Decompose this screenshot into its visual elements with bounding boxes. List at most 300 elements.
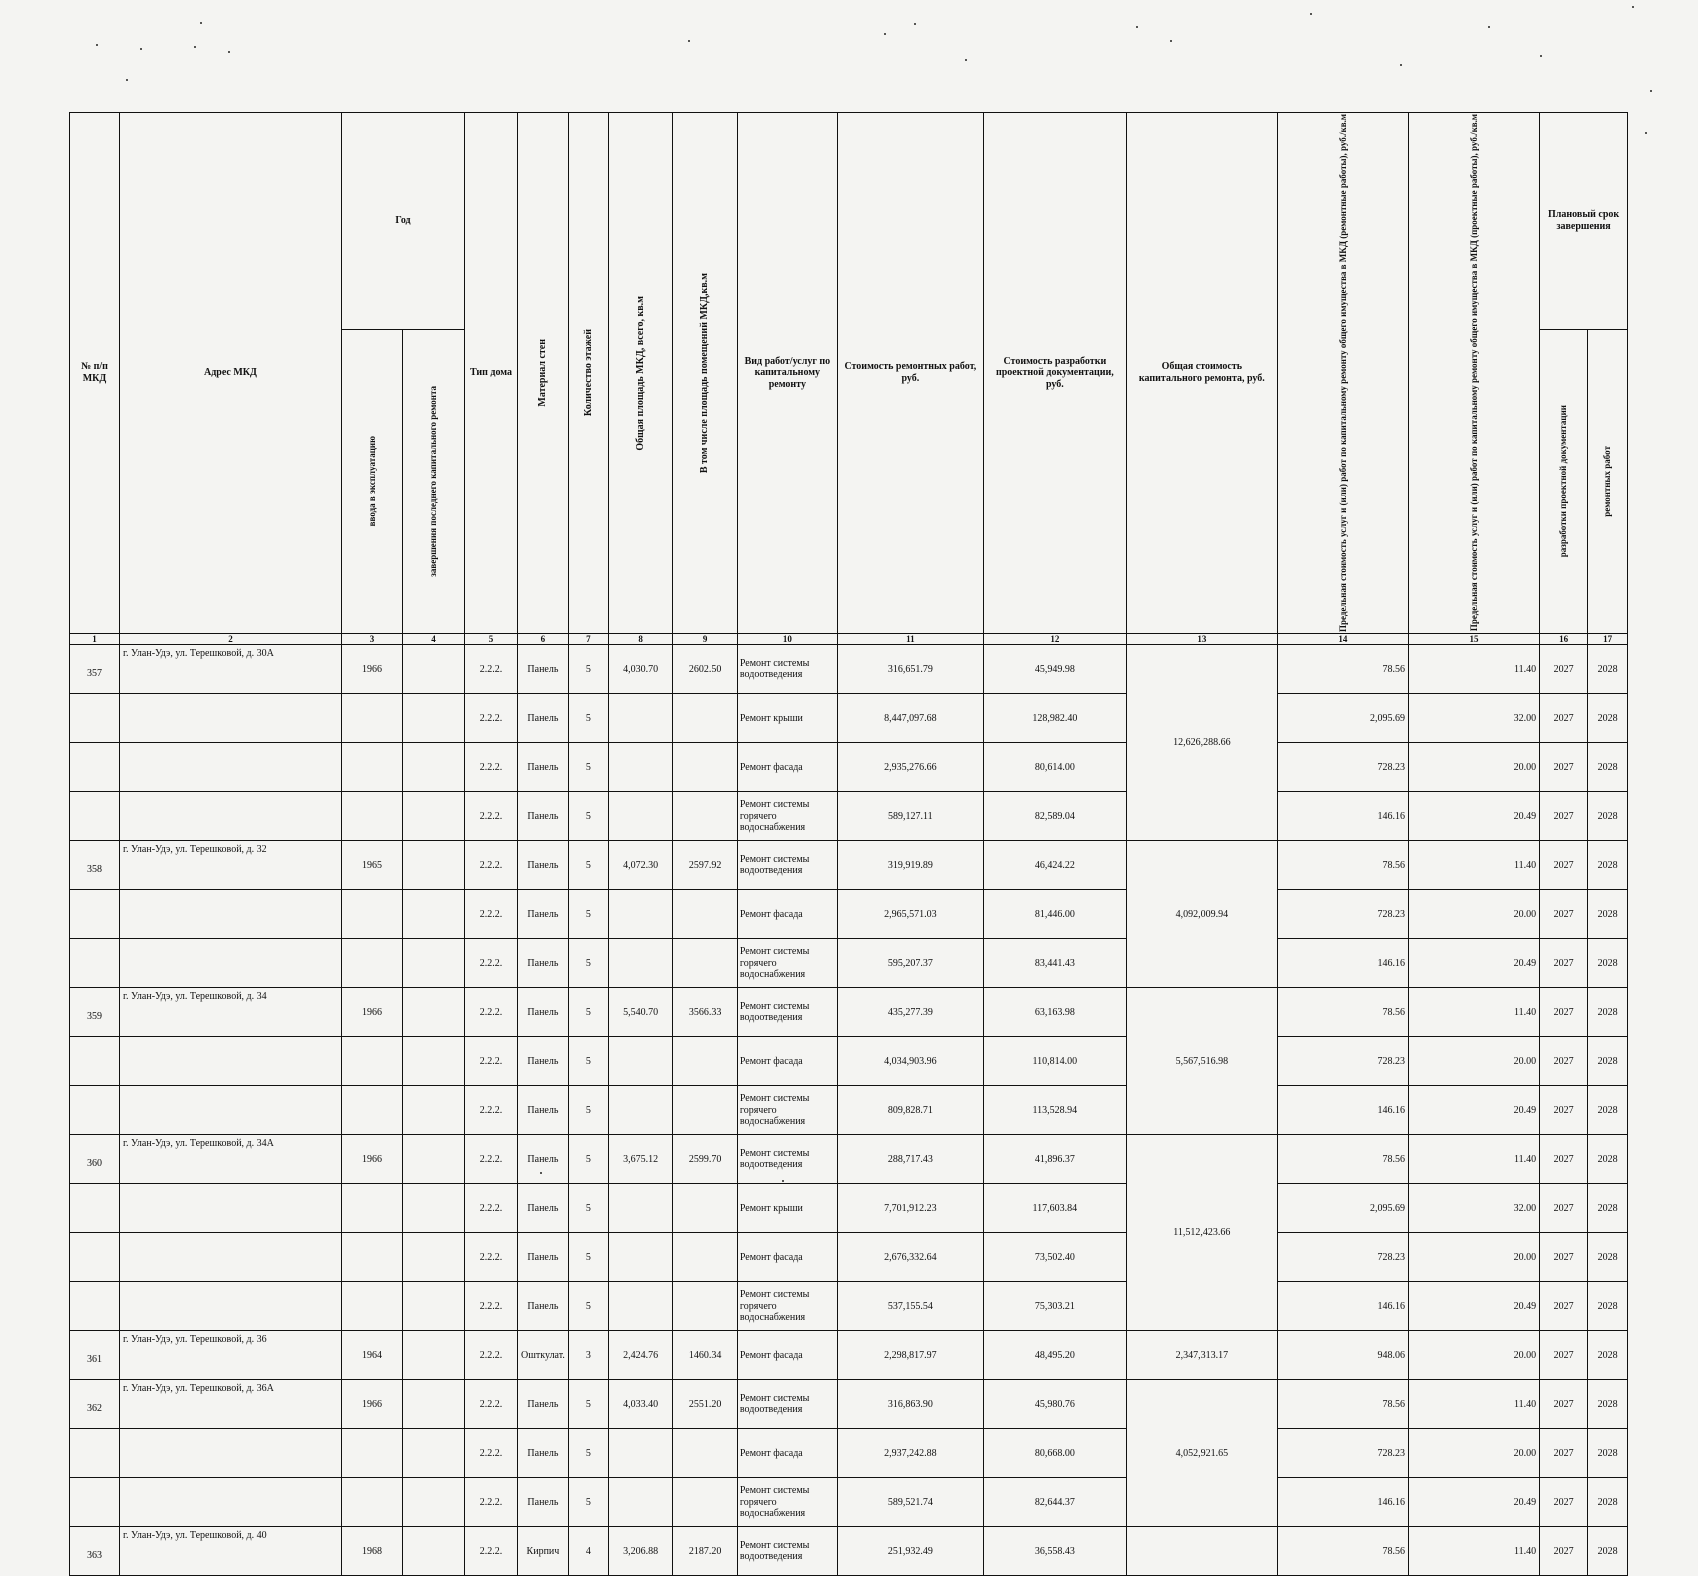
capital-repair-table-sheet	[69, 112, 1628, 1576]
limit-repair-cell: 728.23	[1277, 1233, 1408, 1282]
house-type-cell: 2.2.2.	[465, 1527, 518, 1576]
repair-cost-cell: 589,127.11	[837, 792, 983, 841]
design-cost-cell: 46,424.22	[983, 841, 1126, 890]
total-area-cell	[608, 1429, 673, 1478]
limit-design-cell: 20.49	[1408, 1282, 1539, 1331]
design-cost-cell: 36,558.43	[983, 1527, 1126, 1576]
design-cost-cell: 80,668.00	[983, 1429, 1126, 1478]
work-type-cell: Ремонт системы горячего водоснабжения	[737, 1282, 837, 1331]
design-cost-cell: 83,441.43	[983, 939, 1126, 988]
repair-cost-cell: 809,828.71	[837, 1086, 983, 1135]
work-type-cell: Ремонт фасада	[737, 1037, 837, 1086]
work-type-cell: Ремонт системы водоотведения	[737, 1135, 837, 1184]
repair-cost-cell: 2,935,276.66	[837, 743, 983, 792]
design-cost-cell: 117,603.84	[983, 1184, 1126, 1233]
year-commission-cell: 1966	[342, 988, 403, 1037]
year-commission-cell	[342, 1233, 403, 1282]
house-number-cell: 362	[70, 1380, 120, 1429]
house-number-cell	[70, 939, 120, 988]
limit-design-cell: 32.00	[1408, 694, 1539, 743]
year-commission-cell	[342, 1282, 403, 1331]
table-row	[70, 841, 1628, 890]
column-number-row	[70, 633, 1628, 644]
limit-repair-cell: 2,095.69	[1277, 1184, 1408, 1233]
house-type-cell: 2.2.2.	[465, 1135, 518, 1184]
house-type-cell: 2.2.2.	[465, 1429, 518, 1478]
year-commission-cell	[342, 1478, 403, 1527]
address-cell	[120, 1282, 342, 1331]
design-cost-cell: 45,949.98	[983, 645, 1126, 694]
address-cell	[120, 1184, 342, 1233]
year-last-repair-cell	[403, 1037, 465, 1086]
column-number: 13	[1126, 633, 1277, 644]
header-limit-design: Предельная стоимость услуг и (или) работ по капитальному ремонту общего имущества в МКД (проектные работы), руб./кв.м	[1468, 114, 1479, 632]
address-cell: г. Улан-Удэ, ул. Терешковой, д. 34	[120, 988, 342, 1037]
total-area-cell	[608, 1282, 673, 1331]
limit-repair-cell: 728.23	[1277, 1037, 1408, 1086]
residential-area-cell: 2187.20	[673, 1527, 738, 1576]
year-commission-cell	[342, 1429, 403, 1478]
table-row	[70, 1429, 1628, 1478]
year-last-repair-cell	[403, 841, 465, 890]
table-row	[70, 1184, 1628, 1233]
year-last-repair-cell	[403, 1184, 465, 1233]
header-residential-area: В том числе площадь помещений МКД,кв.м	[699, 272, 711, 474]
total-area-cell	[608, 694, 673, 743]
floors-cell: 5	[568, 890, 608, 939]
capital-repair-table	[69, 112, 1628, 1576]
design-cost-cell: 41,896.37	[983, 1135, 1126, 1184]
house-number-cell	[70, 743, 120, 792]
repair-cost-cell: 4,034,903.96	[837, 1037, 983, 1086]
year-commission-cell: 1966	[342, 1135, 403, 1184]
deadline-repair-cell: 2028	[1588, 1527, 1628, 1576]
design-cost-cell: 45,980.76	[983, 1380, 1126, 1429]
residential-area-cell	[673, 1478, 738, 1527]
year-last-repair-cell	[403, 1478, 465, 1527]
deadline-repair-cell: 2028	[1588, 841, 1628, 890]
table-row	[70, 792, 1628, 841]
table-row	[70, 1086, 1628, 1135]
year-last-repair-cell	[403, 743, 465, 792]
limit-repair-cell: 2,095.69	[1277, 694, 1408, 743]
house-type-cell: 2.2.2.	[465, 890, 518, 939]
wall-material-cell: Панель	[518, 1282, 569, 1331]
residential-area-cell	[673, 1429, 738, 1478]
deadline-design-cell: 2027	[1540, 890, 1588, 939]
wall-material-cell: Панель	[518, 939, 569, 988]
deadline-design-cell: 2027	[1540, 1380, 1588, 1429]
limit-design-cell: 20.00	[1408, 743, 1539, 792]
residential-area-cell	[673, 1282, 738, 1331]
column-number: 5	[465, 633, 518, 644]
year-commission-cell	[342, 792, 403, 841]
house-type-cell: 2.2.2.	[465, 1478, 518, 1527]
deadline-repair-cell: 2028	[1588, 890, 1628, 939]
repair-cost-cell: 435,277.39	[837, 988, 983, 1037]
header-floors: Количество этажей	[582, 329, 594, 417]
year-last-repair-cell	[403, 939, 465, 988]
limit-design-cell: 11.40	[1408, 1380, 1539, 1429]
limit-repair-cell: 78.56	[1277, 1527, 1408, 1576]
house-number-cell: 363	[70, 1527, 120, 1576]
wall-material-cell: Панель	[518, 1478, 569, 1527]
deadline-repair-cell: 2028	[1588, 1037, 1628, 1086]
limit-design-cell: 11.40	[1408, 645, 1539, 694]
column-number: 8	[608, 633, 673, 644]
limit-design-cell: 20.49	[1408, 1086, 1539, 1135]
deadline-design-cell: 2027	[1540, 645, 1588, 694]
deadline-design-cell: 2027	[1540, 1086, 1588, 1135]
limit-repair-cell: 78.56	[1277, 1380, 1408, 1429]
limit-design-cell: 11.40	[1408, 1135, 1539, 1184]
limit-design-cell: 20.00	[1408, 1331, 1539, 1380]
year-last-repair-cell	[403, 645, 465, 694]
header-limit-repair: Предельная стоимость услуг и (или) работ по капитальному ремонту общего имущества в МКД (ремонтные работы), руб./кв.м	[1337, 114, 1348, 632]
address-cell: г. Улан-Удэ, ул. Терешковой, д. 36А	[120, 1380, 342, 1429]
repair-cost-cell: 537,155.54	[837, 1282, 983, 1331]
residential-area-cell	[673, 743, 738, 792]
deadline-repair-cell: 2028	[1588, 1331, 1628, 1380]
total-cost-cell: 11,512,423.66	[1126, 1135, 1277, 1331]
header-work-type: Вид работ/услуг по капитальному ремонту	[737, 113, 837, 634]
house-type-cell: 2.2.2.	[465, 1037, 518, 1086]
repair-cost-cell: 7,701,912.23	[837, 1184, 983, 1233]
work-type-cell: Ремонт системы горячего водоснабжения	[737, 792, 837, 841]
limit-repair-cell: 728.23	[1277, 890, 1408, 939]
limit-repair-cell: 78.56	[1277, 1135, 1408, 1184]
column-number: 10	[737, 633, 837, 644]
work-type-cell: Ремонт системы горячего водоснабжения	[737, 1478, 837, 1527]
wall-material-cell: Панель	[518, 1184, 569, 1233]
year-commission-cell	[342, 890, 403, 939]
deadline-repair-cell: 2028	[1588, 792, 1628, 841]
year-commission-cell: 1965	[342, 841, 403, 890]
floors-cell: 5	[568, 1184, 608, 1233]
deadline-repair-cell: 2028	[1588, 939, 1628, 988]
house-type-cell: 2.2.2.	[465, 1331, 518, 1380]
deadline-repair-cell: 2028	[1588, 1086, 1628, 1135]
wall-material-cell: Панель	[518, 988, 569, 1037]
floors-cell: 5	[568, 939, 608, 988]
deadline-repair-cell: 2028	[1588, 694, 1628, 743]
column-number: 17	[1588, 633, 1628, 644]
column-number: 11	[837, 633, 983, 644]
house-number-cell	[70, 1429, 120, 1478]
work-type-cell: Ремонт системы водоотведения	[737, 988, 837, 1037]
deadline-design-cell: 2027	[1540, 1331, 1588, 1380]
limit-design-cell: 11.40	[1408, 841, 1539, 890]
repair-cost-cell: 288,717.43	[837, 1135, 983, 1184]
table-row	[70, 1478, 1628, 1527]
house-number-cell	[70, 1037, 120, 1086]
address-cell: г. Улан-Удэ, ул. Терешковой, д. 40	[120, 1527, 342, 1576]
total-area-cell	[608, 939, 673, 988]
deadline-design-cell: 2027	[1540, 1135, 1588, 1184]
floors-cell: 5	[568, 792, 608, 841]
address-cell	[120, 890, 342, 939]
deadline-repair-cell: 2028	[1588, 743, 1628, 792]
column-number: 1	[70, 633, 120, 644]
deadline-design-cell: 2027	[1540, 1527, 1588, 1576]
header-total-cost: Общая стоимость капитального ремонта, руб.	[1126, 113, 1277, 634]
total-area-cell: 4,033.40	[608, 1380, 673, 1429]
total-area-cell: 2,424.76	[608, 1331, 673, 1380]
total-area-cell	[608, 743, 673, 792]
total-area-cell	[608, 1184, 673, 1233]
table-header	[70, 113, 1628, 645]
house-number-cell	[70, 1233, 120, 1282]
house-type-cell: 2.2.2.	[465, 1184, 518, 1233]
total-area-cell: 3,206.88	[608, 1527, 673, 1576]
year-last-repair-cell	[403, 694, 465, 743]
house-number-cell	[70, 1086, 120, 1135]
residential-area-cell	[673, 939, 738, 988]
residential-area-cell	[673, 1037, 738, 1086]
wall-material-cell: Кирпич	[518, 1527, 569, 1576]
design-cost-cell: 75,303.21	[983, 1282, 1126, 1331]
work-type-cell: Ремонт фасада	[737, 1429, 837, 1478]
total-area-cell	[608, 1233, 673, 1282]
wall-material-cell: Панель	[518, 1233, 569, 1282]
deadline-design-cell: 2027	[1540, 1429, 1588, 1478]
header-deadline-repair: ремонтных работ	[1602, 445, 1613, 517]
limit-repair-cell: 78.56	[1277, 988, 1408, 1037]
address-cell	[120, 1086, 342, 1135]
total-cost-cell: 5,567,516.98	[1126, 988, 1277, 1135]
year-last-repair-cell	[403, 1086, 465, 1135]
year-last-repair-cell	[403, 1429, 465, 1478]
limit-repair-cell: 728.23	[1277, 1429, 1408, 1478]
wall-material-cell: Панель	[518, 1135, 569, 1184]
header-year-last-repair: завершения последнего капитального ремонта	[428, 385, 439, 577]
repair-cost-cell: 251,932.49	[837, 1527, 983, 1576]
house-number-cell: 361	[70, 1331, 120, 1380]
design-cost-cell: 80,614.00	[983, 743, 1126, 792]
floors-cell: 5	[568, 743, 608, 792]
deadline-repair-cell: 2028	[1588, 1135, 1628, 1184]
deadline-design-cell: 2027	[1540, 1184, 1588, 1233]
table-row	[70, 890, 1628, 939]
year-commission-cell	[342, 743, 403, 792]
table-row	[70, 1380, 1628, 1429]
deadline-repair-cell: 2028	[1588, 1184, 1628, 1233]
year-last-repair-cell	[403, 792, 465, 841]
residential-area-cell: 2551.20	[673, 1380, 738, 1429]
deadline-design-cell: 2027	[1540, 1037, 1588, 1086]
house-number-cell: 357	[70, 645, 120, 694]
limit-design-cell: 20.00	[1408, 1037, 1539, 1086]
year-commission-cell	[342, 1086, 403, 1135]
house-number-cell	[70, 694, 120, 743]
address-cell	[120, 1429, 342, 1478]
deadline-repair-cell: 2028	[1588, 1380, 1628, 1429]
limit-design-cell: 20.00	[1408, 890, 1539, 939]
limit-repair-cell: 146.16	[1277, 939, 1408, 988]
header-year: Год	[342, 113, 465, 330]
header-year-commission: ввода в эксплуатацию	[366, 436, 377, 527]
floors-cell: 5	[568, 1233, 608, 1282]
total-area-cell	[608, 1037, 673, 1086]
floors-cell: 5	[568, 1478, 608, 1527]
residential-area-cell	[673, 890, 738, 939]
work-type-cell: Ремонт системы водоотведения	[737, 1527, 837, 1576]
year-commission-cell: 1968	[342, 1527, 403, 1576]
design-cost-cell: 110,814.00	[983, 1037, 1126, 1086]
column-number: 3	[342, 633, 403, 644]
header-wall-material: Материал стен	[537, 339, 549, 407]
address-cell	[120, 1233, 342, 1282]
wall-material-cell: Панель	[518, 1037, 569, 1086]
address-cell	[120, 1037, 342, 1086]
wall-material-cell: Панель	[518, 1429, 569, 1478]
address-cell: г. Улан-Удэ, ул. Терешковой, д. 36	[120, 1331, 342, 1380]
house-type-cell: 2.2.2.	[465, 1086, 518, 1135]
table-row	[70, 1233, 1628, 1282]
residential-area-cell: 2597.92	[673, 841, 738, 890]
limit-repair-cell: 146.16	[1277, 1086, 1408, 1135]
total-area-cell	[608, 1086, 673, 1135]
residential-area-cell	[673, 792, 738, 841]
work-type-cell: Ремонт системы горячего водоснабжения	[737, 939, 837, 988]
repair-cost-cell: 2,298,817.97	[837, 1331, 983, 1380]
deadline-repair-cell: 2028	[1588, 988, 1628, 1037]
house-type-cell: 2.2.2.	[465, 792, 518, 841]
address-cell	[120, 792, 342, 841]
wall-material-cell: Панель	[518, 792, 569, 841]
address-cell	[120, 694, 342, 743]
floors-cell: 5	[568, 1429, 608, 1478]
house-type-cell: 2.2.2.	[465, 1282, 518, 1331]
repair-cost-cell: 316,863.90	[837, 1380, 983, 1429]
total-cost-cell: 4,092,009.94	[1126, 841, 1277, 988]
deadline-design-cell: 2027	[1540, 988, 1588, 1037]
header-design-cost: Стоимость разработки проектной документации, руб.	[983, 113, 1126, 634]
limit-repair-cell: 146.16	[1277, 1478, 1408, 1527]
column-number: 12	[983, 633, 1126, 644]
deadline-design-cell: 2027	[1540, 1478, 1588, 1527]
column-number: 15	[1408, 633, 1539, 644]
year-last-repair-cell	[403, 890, 465, 939]
year-commission-cell: 1966	[342, 1380, 403, 1429]
header-deadline-design: разработки проектной документации	[1558, 405, 1569, 558]
residential-area-cell	[673, 694, 738, 743]
address-cell: г. Улан-Удэ, ул. Терешковой, д. 30А	[120, 645, 342, 694]
year-last-repair-cell	[403, 1380, 465, 1429]
deadline-design-cell: 2027	[1540, 841, 1588, 890]
limit-design-cell: 20.00	[1408, 1429, 1539, 1478]
total-area-cell: 5,540.70	[608, 988, 673, 1037]
year-commission-cell	[342, 1184, 403, 1233]
floors-cell: 5	[568, 1037, 608, 1086]
wall-material-cell: Панель	[518, 1380, 569, 1429]
wall-material-cell: Панель	[518, 841, 569, 890]
total-cost-cell: 4,052,921.65	[1126, 1380, 1277, 1527]
table-body	[70, 645, 1628, 1576]
table-row	[70, 988, 1628, 1037]
repair-cost-cell: 589,521.74	[837, 1478, 983, 1527]
deadline-design-cell: 2027	[1540, 939, 1588, 988]
table-row	[70, 939, 1628, 988]
design-cost-cell: 63,163.98	[983, 988, 1126, 1037]
limit-design-cell: 20.49	[1408, 939, 1539, 988]
repair-cost-cell: 316,651.79	[837, 645, 983, 694]
limit-design-cell: 20.49	[1408, 792, 1539, 841]
house-number-cell: 358	[70, 841, 120, 890]
house-type-cell: 2.2.2.	[465, 694, 518, 743]
floors-cell: 4	[568, 1527, 608, 1576]
work-type-cell: Ремонт системы водоотведения	[737, 1380, 837, 1429]
floors-cell: 5	[568, 841, 608, 890]
year-last-repair-cell	[403, 1135, 465, 1184]
house-type-cell: 2.2.2.	[465, 841, 518, 890]
wall-material-cell: Панель	[518, 743, 569, 792]
residential-area-cell	[673, 1233, 738, 1282]
house-number-cell	[70, 1478, 120, 1527]
house-number-cell: 359	[70, 988, 120, 1037]
deadline-design-cell: 2027	[1540, 792, 1588, 841]
work-type-cell: Ремонт фасада	[737, 1233, 837, 1282]
column-number: 16	[1540, 633, 1588, 644]
wall-material-cell: Ошткулат.	[518, 1331, 569, 1380]
column-number: 9	[673, 633, 738, 644]
design-cost-cell: 128,982.40	[983, 694, 1126, 743]
work-type-cell: Ремонт крыши	[737, 694, 837, 743]
year-commission-cell	[342, 939, 403, 988]
table-row	[70, 1037, 1628, 1086]
deadline-design-cell: 2027	[1540, 1233, 1588, 1282]
total-cost-cell: 12,626,288.66	[1126, 645, 1277, 841]
residential-area-cell: 2599.70	[673, 1135, 738, 1184]
address-cell	[120, 1478, 342, 1527]
house-type-cell: 2.2.2.	[465, 1380, 518, 1429]
column-number: 6	[518, 633, 569, 644]
design-cost-cell: 82,644.37	[983, 1478, 1126, 1527]
header-repair-cost: Стоимость ремонтных работ, руб.	[837, 113, 983, 634]
address-cell	[120, 939, 342, 988]
limit-repair-cell: 78.56	[1277, 841, 1408, 890]
floors-cell: 5	[568, 1135, 608, 1184]
design-cost-cell: 82,589.04	[983, 792, 1126, 841]
table-row	[70, 743, 1628, 792]
column-number: 4	[403, 633, 465, 644]
repair-cost-cell: 8,447,097.68	[837, 694, 983, 743]
house-type-cell: 2.2.2.	[465, 1233, 518, 1282]
table-row	[70, 1331, 1628, 1380]
work-type-cell: Ремонт системы водоотведения	[737, 645, 837, 694]
year-last-repair-cell	[403, 1233, 465, 1282]
house-type-cell: 2.2.2.	[465, 645, 518, 694]
year-last-repair-cell	[403, 988, 465, 1037]
total-area-cell	[608, 792, 673, 841]
repair-cost-cell: 595,207.37	[837, 939, 983, 988]
header-num: № п/п МКД	[70, 113, 120, 634]
limit-repair-cell: 146.16	[1277, 792, 1408, 841]
limit-repair-cell: 146.16	[1277, 1282, 1408, 1331]
limit-design-cell: 11.40	[1408, 988, 1539, 1037]
residential-area-cell: 3566.33	[673, 988, 738, 1037]
floors-cell: 3	[568, 1331, 608, 1380]
floors-cell: 5	[568, 1380, 608, 1429]
work-type-cell: Ремонт крыши	[737, 1184, 837, 1233]
wall-material-cell: Панель	[518, 890, 569, 939]
limit-repair-cell: 78.56	[1277, 645, 1408, 694]
design-cost-cell: 73,502.40	[983, 1233, 1126, 1282]
house-type-cell: 2.2.2.	[465, 939, 518, 988]
header-house-type: Тип дома	[465, 113, 518, 634]
house-number-cell	[70, 890, 120, 939]
limit-design-cell: 32.00	[1408, 1184, 1539, 1233]
